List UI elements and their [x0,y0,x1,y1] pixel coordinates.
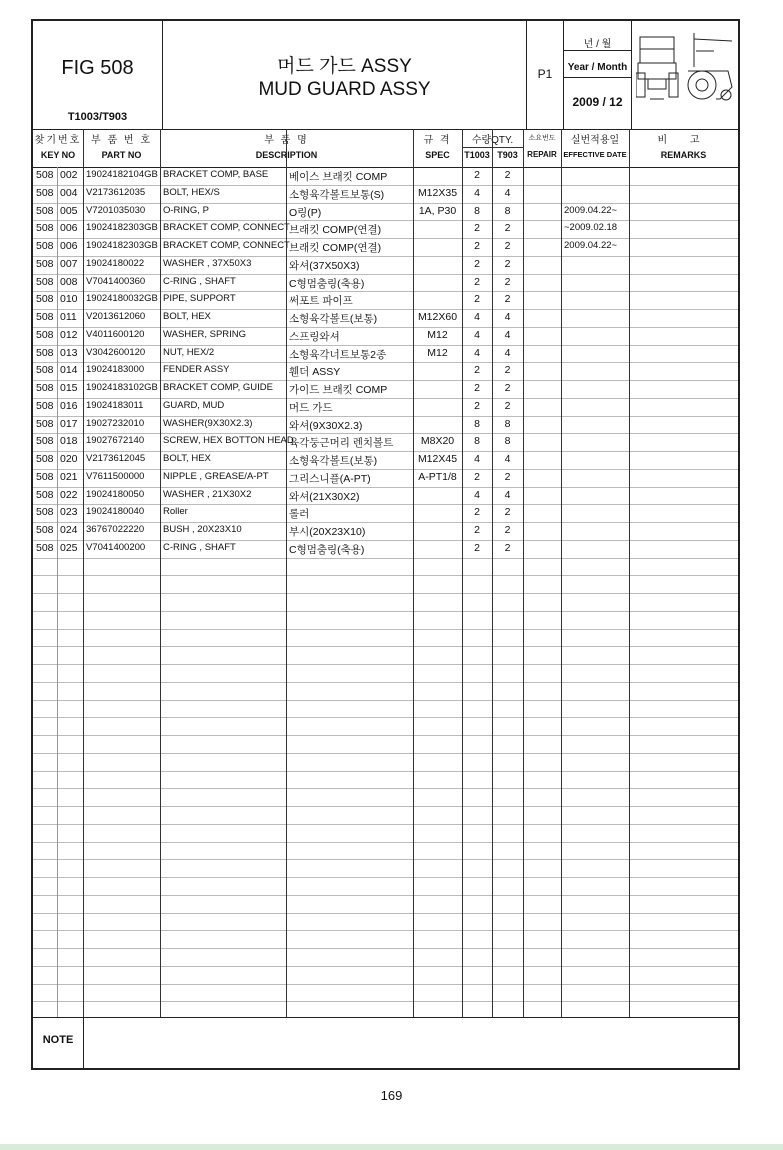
table-row [33,220,738,239]
cell-desc-ko: 와셔(9X30X2.3) [289,419,363,432]
empty-row [33,806,738,825]
cell-fig: 508 [36,240,54,252]
year-month-korean: 년 / 월 [583,39,612,50]
issue-date: 2009 / 12 [572,95,623,109]
cell-desc-en: BOLT, HEX [163,311,211,322]
cell-fig: 508 [36,488,54,501]
column-divider [160,129,161,1017]
cell-desc-en: WASHER(9X30X2.3) [163,417,253,429]
cell-desc-en: Roller [163,506,188,518]
empty-row [33,859,738,878]
empty-row [33,877,738,896]
cell-q1: 2 [474,364,480,377]
cell-key: 010 [60,293,78,306]
empty-row [33,646,738,665]
cell-desc-ko: 소형육각볼트보통(S) [289,188,385,201]
empty-row [33,984,738,1003]
table-row [33,522,738,541]
cell-q1: 2 [474,524,480,536]
cell-key: 020 [60,453,78,465]
cell-desc-en: SCREW, HEX BOTTON HEAD [163,435,294,447]
cell-key: 012 [60,328,78,341]
year-month-english: Year / Month [567,62,628,73]
cell-desc-en: C-RING , SHAFT [163,275,236,287]
cell-q2: 2 [504,470,511,483]
column-header [33,129,738,168]
table-row [33,256,738,275]
cell-desc-en: WASHER , 21X30X2 [163,488,252,500]
col-effective-korean: 실번적용일 [570,135,620,146]
cell-q2: 2 [504,506,511,519]
cell-q1: 2 [474,506,480,519]
column-divider [286,129,287,1017]
cell-fig: 508 [36,275,54,288]
cell-desc-en: BOLT, HEX/S [163,186,220,198]
cell-q2: 2 [504,541,511,554]
cell-key: 025 [60,541,78,554]
table-row [33,167,738,186]
table-row [33,362,738,381]
page-code: P1 [537,67,553,81]
col-spec-english: SPEC [425,150,450,160]
cell-desc-en: BRACKET COMP, CONNECT [163,222,290,234]
cell-key: 002 [60,169,78,181]
col-qty-t903: T903 [497,150,518,160]
table-row [33,451,738,470]
cell-eff: ~2009.02.18 [564,222,618,234]
cell-q1: 2 [474,257,480,270]
cell-part: 19024180050 [86,488,145,500]
cell-q2: 2 [504,169,511,181]
cell-q2: 2 [504,222,511,235]
cell-key: 015 [60,382,78,394]
cell-spec: M12X35 [417,186,458,199]
cell-key: 023 [60,506,78,519]
fig-label: FIG 508 [61,57,134,79]
column-divider [629,129,630,1017]
cell-desc-ko: 휀더 ASSY [289,366,341,379]
cell-part: 19027672140 [86,435,145,447]
cell-part: V2173612045 [86,453,146,464]
cell-part: V7611500000 [86,470,145,482]
cell-q2: 8 [504,435,511,448]
cell-spec: M12X45 [417,453,458,465]
cell-fig: 508 [36,346,54,359]
cell-key: 011 [60,311,77,323]
col-desc-english: DESCRIPTION [255,150,318,160]
table-row [33,185,738,204]
cell-q2: 2 [504,257,511,270]
cell-q1: 2 [474,293,480,306]
cell-key: 018 [60,435,78,448]
cell-part: 36767022220 [86,524,145,535]
table-row [33,309,738,328]
table-row [33,345,738,364]
cell-q2: 2 [504,293,511,306]
column-divider [462,129,463,1017]
cell-q1: 4 [474,453,480,465]
cell-desc-en: WASHER , 37X50X3 [163,257,252,269]
cell-q1: 2 [474,169,480,181]
cell-fig: 508 [36,257,54,270]
title-korean: 머드 가드 ASSY [277,56,412,77]
col-desc-korean: 부 품 명 [264,135,309,146]
cell-desc-ko: 롤러 [289,508,310,521]
col-effective-english: EFFECTIVE DATE [563,150,627,159]
cell-desc-en: BOLT, HEX [163,453,211,464]
empty-row [33,788,738,807]
cell-fig: 508 [36,541,54,554]
empty-row [33,575,738,594]
cell-fig: 508 [36,506,54,519]
cell-q2: 2 [504,240,511,252]
cell-desc-ko: 브래킷 COMP(연결) [289,242,382,254]
model-label: T1003/T903 [67,111,128,123]
cell-key: 007 [60,257,78,270]
cell-desc-en: WASHER, SPRING [163,328,247,340]
col-key-english: KEY NO [40,150,76,160]
cell-fig: 508 [36,186,54,199]
cell-q1: 8 [474,417,480,430]
cell-fig: 508 [36,399,54,412]
cell-key: 014 [60,364,78,377]
table-row [33,398,738,417]
title-english: MUD GUARD ASSY [258,79,431,100]
cell-q1: 4 [474,186,480,199]
cell-part: V4011600120 [86,328,145,340]
cell-q2: 4 [504,328,511,341]
empty-row [33,629,738,648]
col-remarks-english: REMARKS [660,150,707,160]
cell-desc-en: BRACKET COMP, CONNECT [163,240,290,251]
cell-q1: 2 [474,399,480,412]
cell-q1: 4 [474,311,480,323]
empty-row [33,913,738,932]
cell-part: 19024183102GB [86,382,158,393]
column-divider [561,129,562,1017]
table-row [33,433,738,452]
cell-q1: 8 [474,204,480,217]
cell-q2: 4 [504,346,511,359]
cell-q2: 4 [504,311,511,323]
column-divider [413,129,414,1017]
cell-part: 19024180040 [86,506,145,518]
cell-key: 016 [60,399,78,412]
cell-fig: 508 [36,328,54,341]
col-part-korean: 부 품 번 호 [91,135,152,146]
column-divider [523,129,524,1017]
cell-q1: 4 [474,346,480,359]
cell-desc-en: NUT, HEX/2 [163,346,215,358]
cell-eff: 2009.04.22~ [564,240,618,251]
table-row [33,540,738,559]
cell-desc-ko: 소형육각너트보통2종 [289,348,387,361]
cell-desc-en: FENDER ASSY [163,364,230,376]
table-row [33,469,738,488]
table-row [33,238,738,257]
empty-row [33,771,738,790]
cell-desc-ko: O링(P) [289,206,322,219]
cell-desc-ko: 육각둥근머리 렌치볼트 [289,437,394,450]
cell-spec: 1A, P30 [418,204,457,217]
cell-fig: 508 [36,364,54,377]
table-row [33,487,738,506]
cell-q2: 8 [504,204,511,217]
empty-row [33,824,738,843]
cell-part: 19024180032GB [86,293,158,305]
cell-q1: 4 [474,328,480,341]
cell-key: 024 [60,524,78,536]
cell-desc-en: PIPE, SUPPORT [163,293,236,305]
col-qty-label: 수량QTY. [471,135,514,146]
table-row [33,327,738,346]
cell-desc-ko: 스프링와셔 [289,330,340,343]
cell-fig: 508 [36,222,54,235]
cell-key: 022 [60,488,78,501]
cell-desc-en: BRACKET COMP, GUIDE [163,382,273,393]
col-repair-korean: 소요번도 [528,135,556,142]
empty-row [33,593,738,612]
cell-spec: M12 [427,346,448,359]
cell-desc-en: BRACKET COMP, BASE [163,169,269,180]
cell-key: 017 [60,417,78,430]
cell-desc-ko: 부시(20X23X10) [289,526,366,538]
empty-row [33,700,738,719]
cell-part: 19027232010 [86,417,145,429]
cell-part: V2173612035 [86,186,146,198]
cell-q2: 2 [504,382,511,394]
tractor-illustration [632,21,738,129]
empty-row [33,682,738,701]
cell-part: 19024182104GB [86,169,158,180]
cell-q2: 8 [504,417,511,430]
col-qty-t1003: T1003 [464,150,490,160]
cell-key: 005 [60,204,78,217]
page-code-cell [527,21,564,129]
cell-q1: 8 [474,435,480,448]
cell-spec: A-PT1/8 [418,470,457,483]
cell-desc-en: GUARD, MUD [163,399,225,411]
cell-eff: 2009.04.22~ [564,204,618,216]
cell-q1: 4 [474,488,480,501]
table-row [33,203,738,222]
cell-fig: 508 [36,417,54,430]
col-spec-korean: 규 격 [423,135,452,146]
column-divider [492,129,493,1017]
table-row [33,504,738,523]
title-cell [163,21,527,129]
note-label: NOTE [33,1018,84,1069]
cell-q1: 2 [474,222,480,235]
empty-row [33,895,738,914]
cell-part: V7041400360 [86,275,146,287]
cell-key: 006 [60,240,78,252]
cell-q2: 2 [504,275,511,288]
cell-part: V3042600120 [86,346,146,358]
cell-fig: 508 [36,169,54,181]
cell-desc-ko: 와셔(37X50X3) [289,259,360,272]
cell-desc-en: O-RING, P [163,204,209,216]
cell-part: 19024180022 [86,257,145,269]
empty-row [33,717,738,736]
note-section [33,1017,738,1069]
page-number: 169 [380,1088,403,1103]
table-row [33,274,738,293]
cell-q1: 2 [474,275,480,288]
cell-spec: M12X60 [417,311,458,323]
cell-desc-ko: 소형육각볼트(보통) [289,455,378,467]
cell-part: V7041400200 [86,541,146,553]
cell-part: V2013612060 [86,311,146,322]
cell-desc-ko: 머드 가드 [289,401,333,414]
cell-part: 19024183000 [86,364,145,376]
cell-fig: 508 [36,311,54,323]
empty-row [33,753,738,772]
cell-fig: 508 [36,382,54,394]
column-divider [83,129,84,1017]
cell-key: 008 [60,275,78,288]
cell-q1: 2 [474,541,480,554]
cell-desc-ko: 와셔(21X30X2) [289,490,360,503]
empty-row [33,558,738,577]
sheet-header [33,21,738,130]
empty-row [33,966,738,985]
col-repair-english: REPAIR [527,150,557,159]
cell-fig: 508 [36,524,54,536]
tractor-icon [636,27,734,117]
fig-cell [33,21,163,129]
empty-row [33,735,738,754]
cell-q2: 2 [504,364,511,377]
table-row [33,291,738,310]
col-key-korean: 찾기번호 [34,135,82,146]
empty-row [33,664,738,683]
cell-fig: 508 [36,204,54,217]
cell-q2: 4 [504,186,511,199]
cell-desc-en: BUSH , 20X23X10 [163,524,242,535]
empty-row [33,948,738,967]
cell-fig: 508 [36,470,54,483]
cell-desc-ko: 그리스니플(A-PT) [289,472,371,485]
cell-key: 021 [60,470,78,483]
cell-desc-ko: 소형육각볼트(보통) [289,313,378,325]
cell-fig: 508 [36,453,54,465]
cell-desc-ko: C형멈춤링(축용) [289,543,365,556]
cell-fig: 508 [36,435,54,448]
empty-row [33,930,738,949]
cell-part: 19024182303GB [86,222,158,234]
date-cell [564,21,632,129]
table-row [33,380,738,399]
cell-key: 013 [60,346,78,359]
cell-desc-ko: 써포트 파이프 [289,295,353,308]
cell-desc-ko: 가이드 브래킷 COMP [289,384,388,396]
table-row [33,416,738,435]
cell-q1: 2 [474,240,480,252]
cell-q2: 2 [504,399,511,412]
parts-sheet [31,19,740,1070]
cell-spec: M8X20 [420,435,455,448]
cell-spec: M12 [427,328,448,341]
cell-key: 006 [60,222,78,235]
cell-desc-ko: 브래킷 COMP(연결) [289,224,382,237]
empty-row [33,842,738,861]
cell-desc-ko: 베이스 브래킷 COMP [289,171,388,183]
cell-desc-ko: C형멈춤링(축용) [289,277,365,290]
cell-part: 19024182303GB [86,240,158,251]
cell-part: V7201035030 [86,204,146,216]
cell-desc-en: NIPPLE , GREASE/A-PT [163,470,269,482]
cell-part: 19024183011 [86,399,144,411]
cell-desc-en: C-RING , SHAFT [163,541,236,553]
cell-q2: 4 [504,453,511,465]
col-remarks-korean: 비 고 [657,135,710,146]
col-part-english: PART NO [101,150,142,160]
cell-q2: 4 [504,488,511,501]
cell-q1: 2 [474,382,480,394]
empty-row [33,611,738,630]
cell-q1: 2 [474,470,480,483]
cell-q2: 2 [504,524,511,536]
cell-key: 004 [60,186,78,199]
scan-edge [0,1144,783,1150]
cell-fig: 508 [36,293,54,306]
